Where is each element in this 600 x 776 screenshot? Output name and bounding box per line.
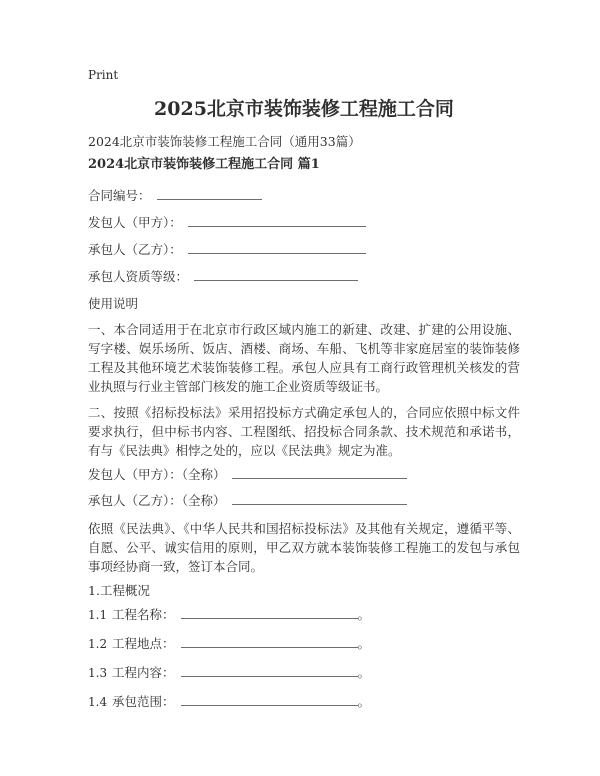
item-period: 。: [357, 694, 371, 709]
item-period: 。: [357, 665, 371, 680]
party-a-fullname-blank-line: [232, 467, 407, 479]
preamble-paragraph: 依照《民法典》、《中华人民共和国招标投标法》及其他有关规定，遵循平等、自愿、公平、诚实信用的原则，甲乙双方就本装饰装修工程施工的发包与承包事项经协商一致，签订本合同。: [88, 521, 520, 574]
party-b-fullname-label: 承包人（乙方）：: [88, 493, 182, 508]
party-b-row: [88, 242, 520, 257]
item-blank-line: [181, 694, 358, 706]
party-b-fullname-row: [88, 493, 520, 508]
section-heading-pian1: 2024北京市装饰装修工程施工合同 篇1: [88, 157, 320, 172]
item-row-project-name: [88, 607, 520, 623]
qualification-label: 承包人资质等级：: [88, 269, 189, 284]
item-number: 1.2: [88, 637, 108, 651]
party-b-fullname-blank-line: [232, 493, 407, 505]
qualification-blank-line: [194, 269, 358, 281]
document-subtitle: 2024北京市装饰装修工程施工合同（通用33篇）: [88, 134, 361, 149]
item-period: 。: [357, 607, 371, 622]
item-blank-line: [181, 607, 358, 619]
item-label: 工程地点：: [112, 636, 175, 651]
party-b-blank-line: [188, 242, 366, 254]
party-b-fullname-note: （全称）: [181, 493, 226, 508]
usage-paragraph-2: 二、按照《招标投标法》采用招投标方式确定承包人的，合同应依照中标文件要求执行，但中标书内容、工程图纸、招投标合同条款、技术规范和承诺书，有与《民法典》相悖之处的，应以《民法典》规定为准。: [88, 405, 520, 458]
contract-no-label: 合同编号：: [88, 188, 151, 203]
item-period: 。: [357, 636, 371, 651]
page-title: 2025北京市装饰装修工程施工合同: [154, 98, 454, 120]
party-a-label: 发包人（甲方）：: [88, 215, 182, 230]
party-b-label: 承包人（乙方）：: [88, 242, 182, 257]
party-a-fullname-row: [88, 467, 520, 482]
usage-paragraph-1: 一、本合同适用于在北京市行政区域内施工的新建、改建、扩建的公用设施、写字楼、娱乐场所、饭店、酒楼、商场、车船、飞机等非家庭居室的装饰装修工程及其他环境艺术装饰装修工程。承包人应具有工商行政管理机关核发的营业执照与行业主管部门核发的施工企业资质等级证书。: [88, 322, 520, 394]
item-number: 1.1: [88, 608, 108, 622]
party-a-fullname-note: （全称）: [181, 467, 226, 482]
item-number: 1.3: [88, 666, 108, 680]
qualification-row: [88, 269, 520, 284]
item-label: 承包范围：: [112, 694, 175, 709]
item-label: 工程内容：: [112, 665, 175, 680]
item-blank-line: [181, 665, 358, 677]
usage-notes-heading: 使用说明: [88, 296, 139, 311]
item-row-project-location: [88, 636, 520, 652]
print-button[interactable]: Print: [88, 68, 119, 82]
item-blank-line: [181, 636, 358, 648]
section1-heading: 1.工程概况: [88, 583, 150, 598]
item-row-contract-scope: [88, 694, 520, 710]
party-a-row: [88, 215, 520, 230]
party-a-fullname-label: 发包人（甲方）：: [88, 467, 182, 482]
item-row-project-content: [88, 665, 520, 681]
item-number: 1.4: [88, 695, 108, 709]
item-label: 工程名称：: [112, 607, 175, 622]
party-a-blank-line: [188, 215, 366, 227]
contract-no-blank-line: [157, 188, 262, 200]
contract-no-row: [88, 188, 520, 203]
